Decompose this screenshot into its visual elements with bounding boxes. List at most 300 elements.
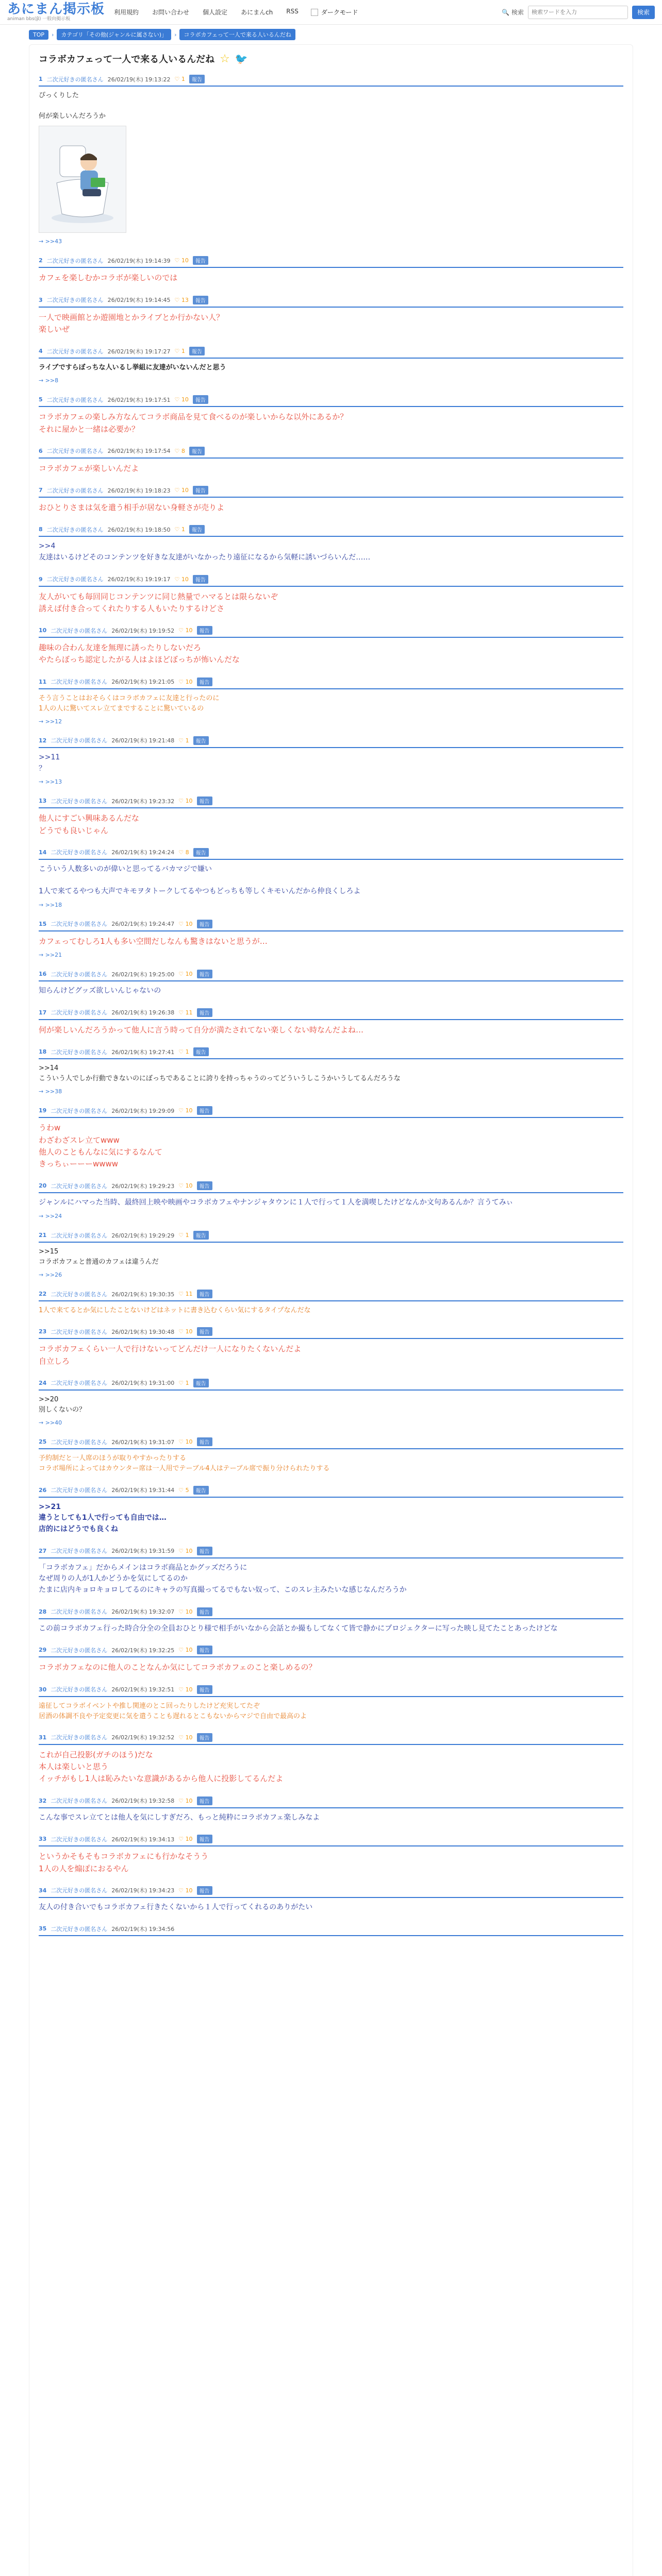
nav-rss[interactable]: RSS (286, 8, 299, 15)
breadcrumb-category[interactable]: カテゴリ「その他(ジャンルに属さない)」 (57, 29, 171, 40)
post-date: 26/02/19(木) 19:32:25 (111, 1647, 175, 1654)
heart-icon: ♡ (178, 920, 186, 927)
post-meta (39, 1607, 623, 1619)
like-count: 1 (185, 1232, 189, 1239)
post (39, 256, 623, 284)
post (39, 296, 623, 336)
heart-icon: ♡ (174, 76, 181, 82)
post-body: これが自己投影(ガチのほう)だな 本人は楽しいと思う イッチがもし1人は恥みたいな意識があるから他人に投影してるんだよ (39, 1750, 284, 1784)
post-meta (39, 626, 623, 638)
like-button[interactable] (178, 679, 192, 685)
post-author: 二次元好きの匿名さん (51, 1048, 108, 1056)
post-date: 26/02/19(木) 19:14:45 (107, 297, 171, 304)
report-button[interactable]: 報告 (197, 1547, 212, 1555)
reply-link[interactable]: → >>24 (39, 1213, 62, 1220)
post-date: 26/02/19(木) 19:24:24 (111, 849, 175, 856)
post-body: 友人がいても毎回同じコンテンツに同じ熱量でハマるとは限らないぞ 誘えば付き合ってくれたりする人もいたりするけどさ (39, 591, 278, 613)
like-count: 10 (185, 1438, 193, 1446)
report-button[interactable]: 報告 (197, 970, 212, 978)
post-body: カフェってむしろ1人も多い空間だしなんも驚きはないと思うが… (39, 936, 268, 946)
report-button[interactable]: 報告 (193, 1231, 209, 1240)
post-number[interactable]: 18 (39, 1048, 47, 1056)
post-date: 26/02/19(木) 19:29:23 (111, 1182, 175, 1190)
post-date: 26/02/19(木) 19:30:35 (111, 1291, 175, 1298)
heart-icon: ♡ (178, 1797, 186, 1804)
post-body: この前コラボカフェ行った時合分全の全員おひとり様で相手がいなから会話とか撮もしてなくて皆で静かにプロジェクターに写った映し見てたことあったけどな (39, 1624, 558, 1633)
post-author: 二次元好きの匿名さん (51, 1380, 108, 1387)
thread-title-row (39, 52, 623, 65)
report-button[interactable]: 報告 (197, 1886, 212, 1895)
post-body: 1人で来てるとか気にしたことないけどはネットに書き込むくらい気にするタイプなんだな (39, 1307, 311, 1315)
post-number[interactable]: 9 (39, 575, 43, 583)
post-author: 二次元好きの匿名さん (51, 1798, 108, 1805)
post-author: 二次元好きの匿名さん (51, 1107, 108, 1114)
like-count: 10 (185, 1686, 193, 1693)
like-button[interactable] (178, 1380, 189, 1386)
post (39, 1047, 623, 1095)
post-body: ライブですらぼっちな人いるし挙組に友達がいないんだと思う (39, 364, 226, 372)
post-author: 二次元好きの匿名さん (51, 1232, 108, 1239)
post-body: 遠征してコラボイベントや推し関連のとこ回ったりしたけど充実してたぞ 居酒の体調不良や予定変更に気を遣うことも遅れるとこもないからマジで自由で最高のよ (39, 1702, 307, 1720)
breadcrumb-thread[interactable]: コラボカフェって一人で来る人いるんだね (179, 29, 295, 40)
post-date: 26/02/19(木) 19:25:00 (111, 971, 175, 978)
post-author: 二次元好きの匿名さん (51, 1734, 108, 1741)
report-button[interactable]: 報告 (193, 848, 209, 857)
twitter-icon[interactable]: 🐦 (235, 53, 248, 65)
search-button[interactable]: 検索 (632, 6, 655, 19)
search-icon: 🔍 (502, 8, 509, 16)
like-button[interactable] (178, 1107, 192, 1114)
post-meta (39, 1437, 623, 1449)
post-meta (39, 1106, 623, 1118)
post (39, 1835, 623, 1875)
heart-icon: ♡ (178, 1048, 186, 1056)
heart-icon: ♡ (174, 575, 181, 583)
like-button[interactable] (178, 627, 192, 634)
post-meta (39, 796, 623, 808)
site-logo[interactable] (7, 3, 105, 22)
post-number[interactable]: 17 (39, 1009, 47, 1016)
post (39, 575, 623, 615)
report-button[interactable]: 報告 (193, 395, 208, 404)
like-count: 1 (185, 1048, 189, 1056)
post-number[interactable]: 14 (39, 849, 47, 856)
post (39, 626, 623, 666)
post-number[interactable]: 35 (39, 1925, 47, 1933)
like-count: 11 (185, 1291, 193, 1298)
nav-contact[interactable]: お問い合わせ (152, 9, 190, 16)
like-button[interactable] (178, 1548, 192, 1554)
report-button[interactable]: 報告 (189, 75, 205, 83)
report-button[interactable]: 報告 (197, 1290, 212, 1298)
report-button[interactable]: 報告 (197, 1181, 212, 1190)
heart-icon: ♡ (174, 487, 181, 494)
logo-sub: animan bbs(β) 一般向掲示板 (7, 16, 71, 22)
post-number[interactable]: 30 (39, 1686, 47, 1693)
report-button[interactable]: 報告 (193, 1047, 209, 1056)
post-meta (39, 525, 623, 537)
like-count: 11 (185, 1009, 193, 1016)
like-count: 10 (185, 798, 193, 805)
post-number[interactable]: 5 (39, 396, 43, 403)
like-count: 8 (181, 447, 185, 454)
post-body: >>21 違うとしても1人で行っても自由では… 店的にはどうでも良くね (39, 1502, 167, 1533)
post-number[interactable]: 31 (39, 1734, 47, 1741)
post-body: 趣味の合わん友達を無理に誘ったりしないだろ やたらぼっち認定したがる人はよほどぼっちが怖いんだな (39, 643, 240, 665)
like-button[interactable] (175, 257, 189, 264)
post-number[interactable]: 24 (39, 1379, 47, 1386)
like-button[interactable] (178, 921, 192, 927)
post-meta (39, 736, 623, 748)
breadcrumb (0, 25, 662, 44)
post-author: 二次元好きの匿名さん (51, 1925, 108, 1933)
like-count: 5 (185, 1486, 189, 1494)
post (39, 1181, 623, 1219)
heart-icon: ♡ (178, 849, 186, 856)
post-author: 二次元好きの匿名さん (51, 627, 108, 634)
heart-icon: ♡ (178, 1608, 186, 1615)
post-body: 予約制だと一人席のほうが取りやすかったりする コラボ場所によってはカウンター席は一人用でテーブル4人はテーブル席で振り分けられたりする (39, 1454, 330, 1473)
like-button[interactable] (178, 1798, 192, 1804)
like-button[interactable] (178, 737, 189, 744)
like-button[interactable] (178, 1182, 192, 1189)
post-number[interactable]: 4 (39, 348, 43, 355)
like-count: 8 (185, 849, 189, 856)
post-number[interactable]: 19 (39, 1107, 47, 1114)
post-number[interactable]: 32 (39, 1797, 47, 1804)
post-body: カフェを楽しむかコラボが楽しいのでは (39, 273, 178, 283)
post-meta (39, 347, 623, 359)
post-number[interactable]: 28 (39, 1608, 47, 1615)
like-count: 1 (181, 348, 185, 355)
like-count: 1 (185, 737, 189, 744)
post-date: 26/02/19(木) 19:31:59 (111, 1548, 175, 1555)
post-date: 26/02/19(木) 19:31:00 (111, 1380, 175, 1387)
post-author: 二次元好きの匿名さん (51, 1887, 108, 1894)
heart-icon: ♡ (174, 348, 181, 355)
report-button[interactable]: 報告 (189, 525, 205, 534)
post-author: 二次元好きの匿名さん (51, 1291, 108, 1298)
heart-icon: ♡ (178, 1009, 186, 1016)
post-list (39, 75, 623, 1936)
post-date: 26/02/19(木) 19:34:13 (111, 1836, 175, 1843)
post-author: 二次元好きの匿名さん (51, 679, 108, 686)
post (39, 447, 623, 474)
heart-icon: ♡ (178, 1486, 186, 1494)
report-button[interactable]: 報告 (197, 796, 212, 805)
post-meta (39, 677, 623, 689)
post-author: 二次元好きの匿名さん (46, 297, 104, 304)
like-count: 10 (185, 1647, 193, 1654)
post (39, 1646, 623, 1673)
post (39, 848, 623, 908)
post-body: コラボカフェなのに他人のことなんか気にしてコラボカフェのこと楽しめるの？ (39, 1663, 317, 1672)
post-body: コラボカフェの楽しみ方なんてコラボ商品を見て食べるのが楽しいからな以外にあるか？ それに屋かと一緒は必要か？ (39, 412, 348, 434)
post-body: というかそもそもコラボカフェにも行かなそうう 1人の人を煽ぽにおるやん (39, 1852, 209, 1873)
post-date: 26/02/19(木) 19:34:23 (111, 1887, 175, 1894)
post-meta (39, 970, 623, 981)
post-number[interactable]: 6 (39, 447, 43, 454)
post-meta (39, 1008, 623, 1020)
like-count: 10 (181, 487, 189, 494)
heart-icon: ♡ (178, 1887, 186, 1894)
post-number[interactable]: 23 (39, 1328, 47, 1335)
like-button[interactable] (178, 1009, 192, 1016)
post-image[interactable] (39, 126, 126, 233)
post-date: 26/02/19(木) 19:32:07 (111, 1608, 175, 1616)
post (39, 395, 623, 435)
post (39, 736, 623, 785)
post-number[interactable]: 27 (39, 1547, 47, 1554)
post-number[interactable]: 10 (39, 627, 47, 634)
like-count: 1 (181, 76, 185, 82)
post-meta (39, 1327, 623, 1339)
dark-mode-label: ダークモード (321, 9, 358, 16)
like-button[interactable] (178, 971, 192, 977)
post-author: 二次元好きの匿名さん (51, 798, 108, 805)
report-button[interactable]: 報告 (197, 1008, 212, 1017)
post-author: 二次元好きの匿名さん (46, 76, 104, 83)
post (39, 1733, 623, 1785)
like-button[interactable] (175, 487, 189, 494)
post-author: 二次元好きの匿名さん (46, 257, 104, 264)
post-number[interactable]: 12 (39, 737, 47, 744)
reply-link[interactable]: → >>40 (39, 1419, 62, 1427)
heart-icon: ♡ (178, 1328, 186, 1335)
like-count: 10 (185, 627, 193, 634)
post-meta (39, 920, 623, 931)
post-meta (39, 575, 623, 587)
post-number[interactable]: 29 (39, 1647, 47, 1654)
reply-link[interactable]: → >>8 (39, 377, 59, 384)
heart-icon: ♡ (178, 1182, 186, 1190)
post-author: 二次元好きの匿名さん (46, 487, 104, 494)
post-author: 二次元好きの匿名さん (51, 1009, 108, 1016)
search-input[interactable] (528, 6, 628, 19)
post-body: 友人の付き合いでもコラボカフェ行きたくないから１人で行ってくれるのありがたい (39, 1903, 313, 1911)
report-button[interactable]: 報告 (197, 1607, 212, 1616)
report-button[interactable]: 報告 (197, 1835, 212, 1843)
post-number[interactable]: 15 (39, 920, 47, 927)
site-header (0, 0, 662, 25)
dark-mode-toggle[interactable] (311, 8, 358, 16)
report-button[interactable]: 報告 (193, 736, 209, 745)
reply-link[interactable]: → >>12 (39, 718, 62, 725)
reply-link[interactable]: → >>43 (39, 238, 62, 245)
favorite-star-icon[interactable]: ☆ (220, 52, 230, 65)
reply-link[interactable]: → >>21 (39, 952, 62, 959)
nav-animanch[interactable]: あにまんch (241, 9, 273, 16)
like-button[interactable] (178, 1232, 189, 1239)
like-count: 10 (185, 1734, 193, 1741)
post-number[interactable]: 16 (39, 971, 47, 978)
post-meta (39, 1231, 623, 1243)
top-nav (114, 8, 299, 16)
breadcrumb-separator: › (52, 31, 54, 38)
report-button[interactable]: 報告 (197, 1106, 212, 1115)
post-body: コラボカフェが楽しいんだよ (39, 463, 139, 473)
post-author: 二次元好きの匿名さん (51, 1608, 108, 1616)
post-number[interactable]: 1 (39, 76, 43, 82)
like-count: 10 (185, 1328, 193, 1335)
report-button[interactable]: 報告 (197, 1797, 212, 1805)
post-date: 26/02/19(木) 19:21:48 (111, 737, 175, 744)
like-button[interactable] (178, 1328, 192, 1335)
post-meta (39, 1646, 623, 1657)
report-button[interactable]: 報告 (189, 347, 205, 355)
report-button[interactable]: 報告 (193, 1379, 209, 1387)
thread-title: コラボカフェって一人で来る人いるんだね (39, 54, 215, 65)
like-count: 10 (185, 1836, 193, 1843)
post-body: >>4 友達はいるけどそのコンテンツを好きな友達がいなかったり遠征になるから気軽に誘いづらいんだ…… (39, 542, 371, 562)
report-button[interactable]: 報告 (197, 1327, 212, 1336)
post-number[interactable]: 3 (39, 296, 43, 303)
like-button[interactable] (175, 396, 189, 403)
like-button[interactable] (178, 1686, 192, 1693)
post-author: 二次元好きの匿名さん (51, 1836, 108, 1843)
report-button[interactable]: 報告 (197, 920, 212, 928)
post-date: 26/02/19(木) 19:18:23 (107, 487, 171, 494)
reply-link[interactable]: → >>13 (39, 778, 62, 786)
like-button[interactable] (178, 1048, 189, 1055)
breadcrumb-separator: › (174, 31, 177, 38)
report-button[interactable]: 報告 (197, 626, 212, 635)
like-button[interactable] (175, 576, 189, 583)
post-number[interactable]: 11 (39, 678, 47, 685)
post-body: コラボカフェくらい一人で行けないってどんだけ一人になりたくないんだよ 自立しろ (39, 1344, 302, 1366)
post-author: 二次元好きの匿名さん (51, 1548, 108, 1555)
dark-mode-checkbox[interactable] (311, 9, 318, 16)
heart-icon: ♡ (178, 1836, 186, 1843)
post (39, 970, 623, 997)
like-button[interactable] (175, 297, 189, 303)
post-author: 二次元好きの匿名さん (46, 396, 104, 403)
like-button[interactable] (175, 526, 185, 533)
like-button[interactable] (178, 1487, 189, 1494)
reply-link[interactable]: → >>26 (39, 1272, 62, 1279)
like-button[interactable] (178, 849, 189, 856)
like-count: 10 (185, 678, 193, 685)
reply-link[interactable]: → >>18 (39, 901, 62, 908)
report-button[interactable]: 報告 (193, 1486, 209, 1495)
post-date: 26/02/19(木) 19:17:27 (107, 348, 171, 355)
post-number[interactable]: 21 (39, 1232, 47, 1239)
like-count: 10 (185, 920, 193, 927)
breadcrumb-top[interactable]: TOP (29, 30, 48, 40)
post-author: 二次元好きの匿名さん (51, 921, 108, 928)
post-number[interactable]: 2 (39, 257, 43, 264)
report-button[interactable]: 報告 (193, 486, 208, 495)
post-date: 26/02/19(木) 19:32:51 (111, 1686, 175, 1693)
post (39, 1685, 623, 1722)
post-number[interactable]: 26 (39, 1486, 47, 1494)
post (39, 1886, 623, 1913)
post-number[interactable]: 8 (39, 526, 43, 533)
post-meta (39, 1181, 623, 1193)
post-body: ジャンルにハマった当時、最終回上映や映画やコラボカフェやナンジャタウンに１人で行って１人を満喫したけどなんか文句あるんか？言うてみぃ (39, 1198, 514, 1207)
reply-link[interactable]: → >>38 (39, 1088, 62, 1095)
like-button[interactable] (178, 1438, 192, 1445)
heart-icon: ♡ (178, 1107, 186, 1114)
heart-icon: ♡ (174, 257, 181, 264)
report-button[interactable]: 報告 (193, 575, 208, 584)
like-count: 13 (181, 296, 189, 303)
logo-main: あにまん掲示板 (7, 2, 105, 17)
post-number[interactable]: 22 (39, 1291, 47, 1298)
like-button[interactable] (175, 76, 185, 82)
post-date: 26/02/19(木) 19:23:32 (111, 798, 175, 805)
post-body: うわw わざわざスレ立てwww 他人のこともんなに気にするなんて きっちぃーーーwwww (39, 1123, 163, 1169)
nav-settings[interactable]: 個人設定 (203, 9, 228, 16)
post-number[interactable]: 34 (39, 1887, 47, 1894)
post-body: こういう人数多いのが偉いと思ってるバカマジで嫌い 1人で来てるやつも大声でキモヲタトークしてるやつもどっちも等しくキモいんだから仲良くしろよ (39, 865, 361, 896)
post-author: 二次元好きの匿名さん (51, 971, 108, 978)
report-button[interactable]: 報告 (189, 447, 205, 455)
report-button[interactable]: 報告 (197, 1733, 212, 1742)
post (39, 1486, 623, 1535)
post-date: 26/02/19(木) 19:26:38 (111, 1009, 175, 1016)
report-button[interactable]: 報告 (193, 256, 208, 265)
like-button[interactable] (175, 448, 185, 454)
post (39, 1327, 623, 1367)
post-body: >>20 別しくないの？ (39, 1395, 86, 1414)
nav-terms[interactable]: 利用規約 (114, 9, 139, 16)
post-number[interactable]: 7 (39, 487, 43, 494)
heart-icon: ♡ (178, 1438, 186, 1446)
like-button[interactable] (178, 1734, 192, 1741)
post-date: 26/02/19(木) 19:27:41 (111, 1048, 175, 1056)
like-count: 10 (181, 396, 189, 403)
heart-icon: ♡ (178, 971, 186, 978)
post-author: 二次元好きの匿名さん (46, 348, 104, 355)
post-date: 26/02/19(木) 19:32:52 (111, 1734, 175, 1741)
post-meta (39, 395, 623, 407)
like-button[interactable] (178, 1291, 192, 1297)
post-author: 二次元好きの匿名さん (51, 849, 108, 856)
post-body: ぴっくりした 何が楽しいんだろうか (39, 92, 106, 121)
heart-icon: ♡ (178, 678, 186, 685)
post-date: 26/02/19(木) 19:13:22 (107, 76, 171, 83)
heart-icon: ♡ (178, 627, 186, 634)
heart-icon: ♡ (178, 1547, 186, 1554)
post-date: 26/02/19(木) 19:17:51 (107, 396, 171, 403)
report-button[interactable]: 報告 (197, 1685, 212, 1694)
post-date: 26/02/19(木) 19:30:48 (111, 1328, 175, 1335)
post-body: 何が楽しいんだろうかって他人に言う時って自分が満たされてない楽しくない時なんだよね… (39, 1025, 364, 1035)
report-button[interactable]: 報告 (193, 296, 208, 304)
like-button[interactable] (178, 1887, 192, 1894)
report-button[interactable]: 報告 (197, 1646, 212, 1654)
like-button[interactable] (178, 1836, 192, 1842)
like-button[interactable] (175, 348, 185, 354)
like-button[interactable] (178, 798, 192, 804)
post-number[interactable]: 20 (39, 1182, 47, 1190)
report-button[interactable]: 報告 (197, 1437, 212, 1446)
post-meta (39, 1047, 623, 1059)
like-button[interactable] (178, 1608, 192, 1615)
post-number[interactable]: 13 (39, 798, 47, 805)
post-number[interactable]: 33 (39, 1836, 47, 1843)
like-count: 10 (185, 1797, 193, 1804)
post-number[interactable]: 25 (39, 1438, 47, 1446)
post (39, 75, 623, 245)
like-button[interactable] (178, 1647, 192, 1653)
heart-icon: ♡ (174, 296, 181, 303)
heart-icon: ♡ (178, 1647, 186, 1654)
post-author: 二次元好きの匿名さん (51, 1487, 108, 1494)
report-button[interactable]: 報告 (197, 677, 212, 686)
post (39, 1607, 623, 1635)
